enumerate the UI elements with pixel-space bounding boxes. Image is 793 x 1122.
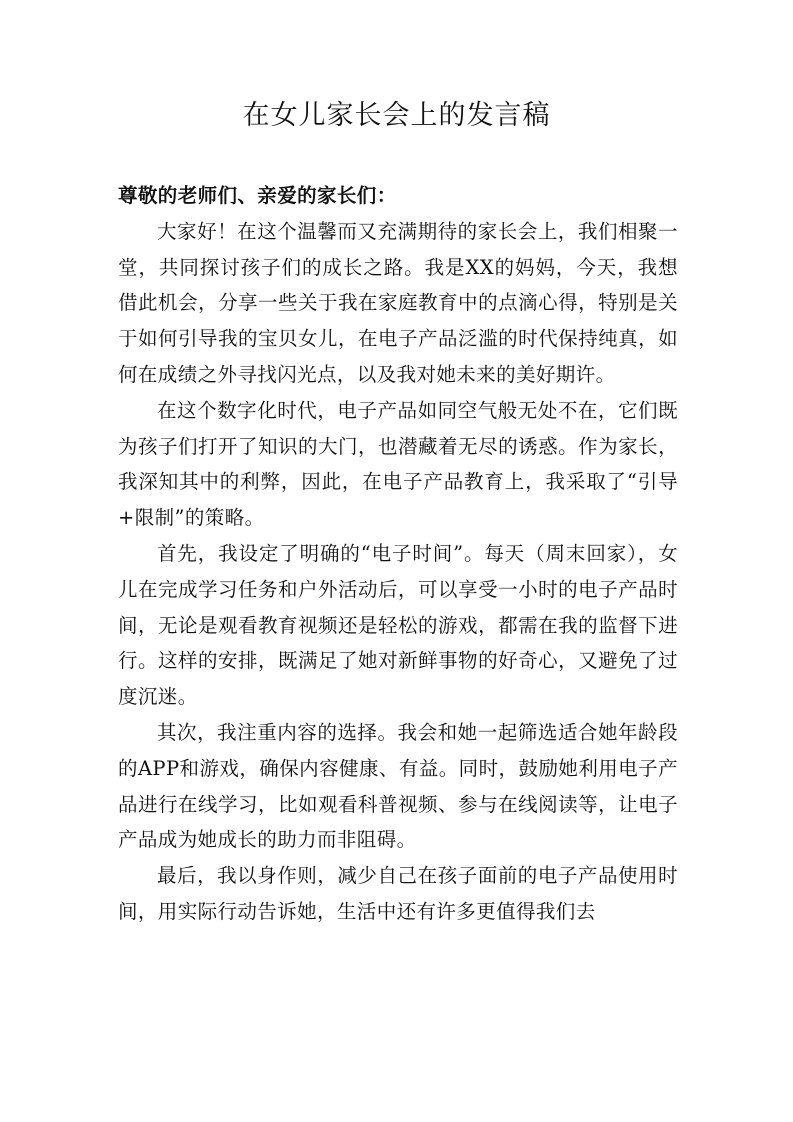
salutation: 尊敬的老师们、亲爱的家长们： bbox=[118, 184, 397, 207]
paragraph-first: 首先，我设定了明确的“电子时间”。每天（周末回家），女儿在完成学习任务和户外活动后，可以享受一小时的电子产品时间，无论是观看教育视频还是轻松的游戏，都需在我的监督下进行。这样的安排，既满足了她对新鲜事物的好奇心，又避免了过度沉迷。 bbox=[118, 541, 678, 709]
document-title: 在女儿家长会上的发言稿 bbox=[242, 100, 551, 131]
paragraph-last: 最后，我以身作则，减少自己在孩子面前的电子产品使用时间，用实际行动告诉她，生活中还有许多更值得我们去 bbox=[118, 864, 678, 923]
paragraph-digital-era: 在这个数字化时代，电子产品如同空气般无处不在，它们既为孩子们打开了知识的大门，也潜藏着无尽的诱惑。作为家长，我深知其中的利弊，因此，在电子产品教育上，我采取了“引导+限制”的策略。 bbox=[118, 398, 678, 530]
document-body bbox=[118, 178, 678, 930]
paragraph-second: 其次，我注重内容的选择。我会和她一起筛选适合她年龄段的APP和游戏，确保内容健康、有益。同时，鼓励她利用电子产品进行在线学习，比如观看科普视频、参与在线阅读等，让电子产品成为她成长的助力而非阻碍。 bbox=[118, 720, 678, 852]
paragraph-intro: 大家好！在这个温馨而又充满期待的家长会上，我们相聚一堂，共同探讨孩子们的成长之路。我是XX的妈妈，今天，我想借此机会，分享一些关于我在家庭教育中的点滴心得，特别是关于如何引导我的宝贝女儿，在电子产品泛滥的时代保持纯真，如何在成绩之外寻找闪光点，以及我对她未来的美好期许。 bbox=[118, 219, 678, 386]
